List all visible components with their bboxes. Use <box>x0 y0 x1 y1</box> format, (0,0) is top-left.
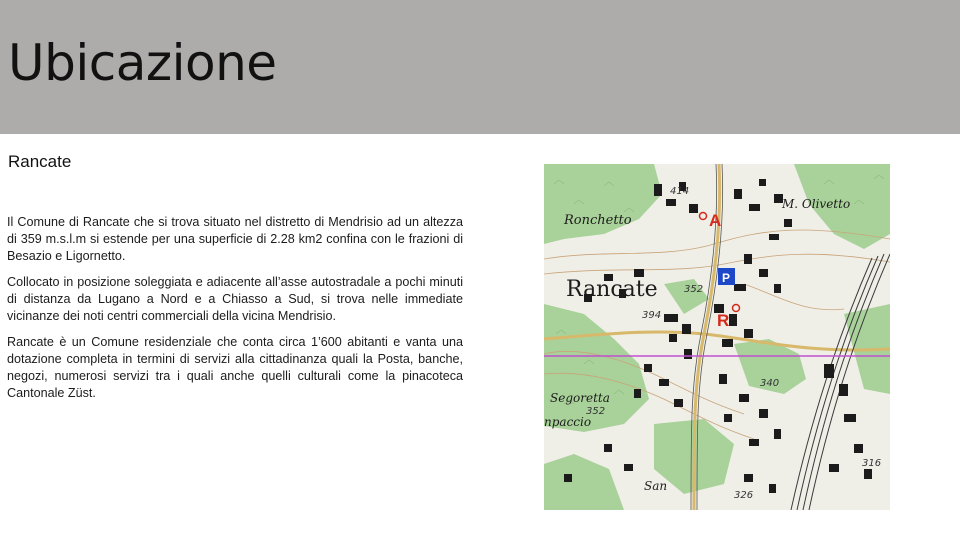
marker-p-label: P <box>722 271 731 285</box>
body-text <box>7 214 463 411</box>
marker-r-label: R <box>717 311 730 330</box>
label-san: San <box>644 479 668 493</box>
page-title: Ubicazione <box>8 34 277 92</box>
elevation-394: 394 <box>642 310 662 321</box>
location-map <box>544 164 890 510</box>
label-rancate: Rancate <box>566 277 658 302</box>
elevation-340: 340 <box>760 378 780 389</box>
marker-p <box>718 268 735 285</box>
map-graphic <box>544 164 890 510</box>
paragraph-2: Collocato in posizione soleggiata e adiacente all’asse autostradale a pochi minuti di distanza da Lugano a Nord e a Chiasso a Sud, si trova nelle immediate vicinanze dei noti centri commerciali della vicina Mendrisio. <box>7 275 463 323</box>
elevation-352-north: 352 <box>684 284 704 295</box>
label-segoretta: Segoretta <box>550 391 610 405</box>
elevation-326: 326 <box>734 490 754 501</box>
elevation-414: 414 <box>670 186 690 197</box>
subtitle: Rancate <box>8 152 72 171</box>
label-npaccio: npaccio <box>544 415 592 429</box>
paragraph-1: Il Comune di Rancate che si trova situato nel distretto di Mendrisio ad un altezza di 359 m.s.l.m si estende per una superficie di 2.28 km2 confina con le frazioni di Besazio e Ligornetto. <box>7 215 463 263</box>
elevation-352-south: 352 <box>586 406 606 417</box>
label-ronchetto: Ronchetto <box>564 213 632 228</box>
elevation-316: 316 <box>862 458 882 469</box>
label-olivetto: M. Olivetto <box>782 197 851 211</box>
paragraph-3: Rancate è un Comune residenziale che conta circa 1’600 abitanti e vanta una dotazione completa in termini di servizi alla cittadinanza quali la Posta, banche, negozi, numerosi servizi tra i quali anche quelli culturali come la pinacoteca Cantonale Züst. <box>7 335 463 400</box>
marker-a-label: A <box>709 211 722 230</box>
